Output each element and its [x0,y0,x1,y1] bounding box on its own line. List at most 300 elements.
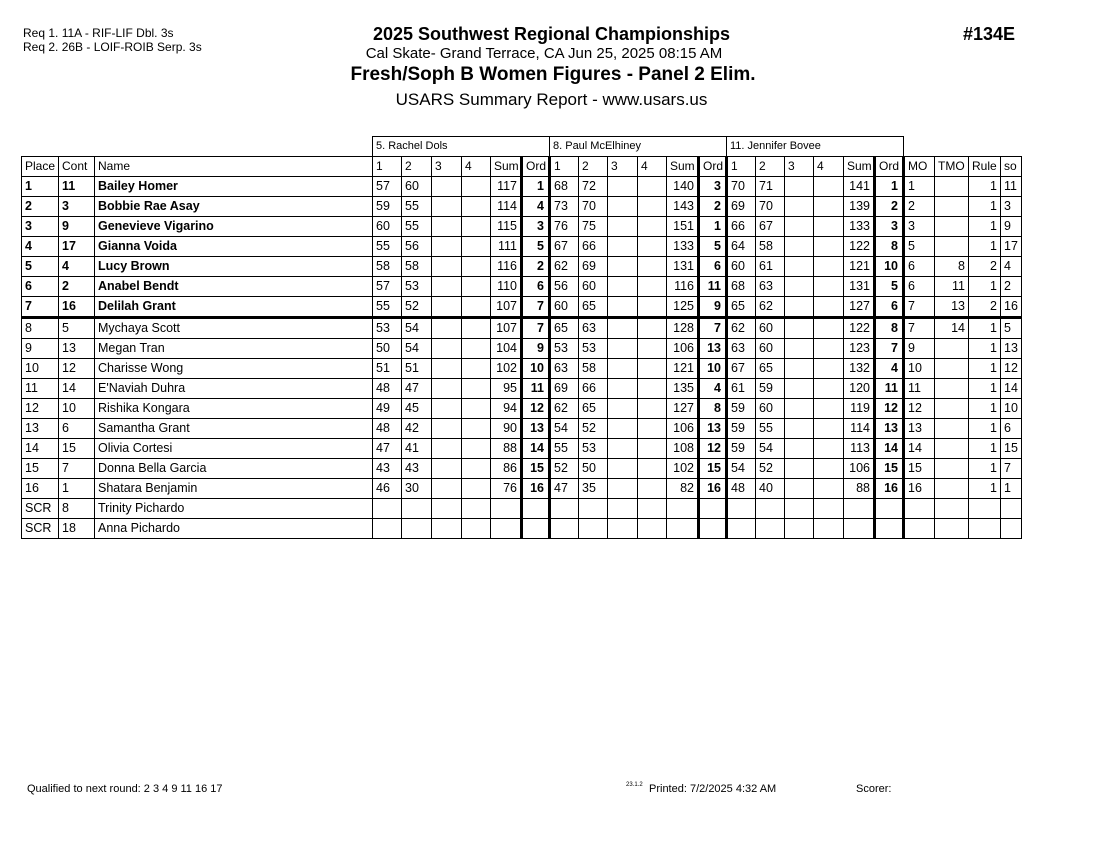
col-judge-3-2: 2 [756,157,785,177]
place-cell: 13 [22,419,59,439]
so-cell: 6 [1001,419,1022,439]
ordinal [522,499,550,519]
score-3 [785,277,814,297]
cont-cell: 4 [59,257,95,277]
score-2: 47 [402,379,432,399]
cont-cell: 10 [59,399,95,419]
col-judge-1-2: 2 [402,157,432,177]
score-1: 60 [550,297,579,318]
scorer-label: Scorer: [856,783,892,795]
tmo-cell [935,459,969,479]
score-4 [814,479,844,499]
result-row [22,519,1022,539]
tmo-cell [935,499,969,519]
ordinal: 3 [699,177,727,197]
score-1: 67 [550,237,579,257]
score-3 [608,217,638,237]
mo-cell: 7 [904,297,935,318]
score-2: 45 [402,399,432,419]
score-3 [608,479,638,499]
score-2: 66 [579,237,608,257]
score-3 [432,297,462,318]
rule-cell: 1 [969,237,1001,257]
score-4 [814,459,844,479]
score-1: 65 [550,318,579,339]
score-3 [785,297,814,318]
ordinal [875,519,904,539]
score-3 [432,459,462,479]
ordinal: 15 [699,459,727,479]
cont-cell: 12 [59,359,95,379]
score-2: 63 [756,277,785,297]
so-cell: 12 [1001,359,1022,379]
score-2: 55 [402,217,432,237]
score-1: 47 [373,439,402,459]
tmo-cell: 8 [935,257,969,277]
requirement-2: Req 2. 26B - LOIF-ROIB Serp. 3s [23,40,202,54]
so-cell: 4 [1001,257,1022,277]
score-1: 59 [727,419,756,439]
score-sum: 102 [491,359,522,379]
score-2: 63 [579,318,608,339]
score-2: 52 [402,297,432,318]
page-title: 2025 Southwest Regional Championships [372,24,731,44]
score-1: 55 [550,439,579,459]
mo-cell: 1 [904,177,935,197]
score-1: 54 [727,459,756,479]
skater-name: Delilah Grant [95,297,373,318]
score-3 [785,459,814,479]
score-3 [432,339,462,359]
score-2: 75 [579,217,608,237]
ordinal: 3 [522,217,550,237]
score-3 [432,277,462,297]
col-cont: Cont [59,157,95,177]
tmo-cell [935,177,969,197]
result-row [22,318,1022,339]
skater-name: Gianna Voida [95,237,373,257]
score-sum: 143 [667,197,699,217]
so-cell: 5 [1001,318,1022,339]
score-3 [785,479,814,499]
result-row [22,499,1022,519]
score-1: 57 [373,177,402,197]
score-sum: 119 [844,399,875,419]
score-3 [432,257,462,277]
score-4 [814,419,844,439]
score-1: 55 [373,237,402,257]
score-1: 69 [727,197,756,217]
score-4 [638,399,667,419]
cont-cell: 11 [59,177,95,197]
score-2: 60 [756,339,785,359]
mo-cell: 3 [904,217,935,237]
score-1: 63 [727,339,756,359]
score-4 [814,257,844,277]
col-judge-1-ord: Ord [522,157,550,177]
score-2: 40 [756,479,785,499]
ordinal: 10 [522,359,550,379]
score-1: 56 [550,277,579,297]
score-sum: 151 [667,217,699,237]
score-2: 70 [579,197,608,217]
score-3 [608,318,638,339]
ordinal: 15 [875,459,904,479]
ordinal: 7 [522,318,550,339]
skater-name: Genevieve Vigarino [95,217,373,237]
score-2: 60 [756,318,785,339]
score-1: 46 [373,479,402,499]
score-2: 53 [402,277,432,297]
qualified-list: Qualified to next round: 2 3 4 9 11 16 17 [27,783,223,795]
score-2: 69 [579,257,608,277]
score-4 [462,237,491,257]
score-4 [638,318,667,339]
rule-cell [969,499,1001,519]
score-sum: 139 [844,197,875,217]
result-row [22,257,1022,277]
tmo-cell [935,217,969,237]
score-sum: 106 [667,419,699,439]
mo-cell: 2 [904,197,935,217]
score-sum: 120 [844,379,875,399]
score-3 [608,419,638,439]
col-judge-2-ord: Ord [699,157,727,177]
score-1: 76 [550,217,579,237]
rule-cell: 1 [969,197,1001,217]
score-1: 59 [373,197,402,217]
score-sum: 140 [667,177,699,197]
tmo-cell [935,519,969,539]
ordinal: 4 [699,379,727,399]
score-4 [638,419,667,439]
place-cell: 10 [22,359,59,379]
ordinal: 14 [875,439,904,459]
place-cell: 5 [22,257,59,277]
score-1: 68 [550,177,579,197]
result-row [22,379,1022,399]
score-2: 62 [756,297,785,318]
so-cell [1001,499,1022,519]
ordinal: 15 [522,459,550,479]
mo-cell: 6 [904,257,935,277]
score-1: 48 [727,479,756,499]
score-2: 70 [756,197,785,217]
score-4 [462,499,491,519]
ordinal [699,499,727,519]
skater-name: Samantha Grant [95,419,373,439]
score-4 [462,318,491,339]
place-cell: 9 [22,339,59,359]
score-1: 48 [373,379,402,399]
score-1: 55 [373,297,402,318]
score-3 [785,237,814,257]
score-4 [638,359,667,379]
score-1 [373,499,402,519]
score-sum: 114 [491,197,522,217]
col-judge-2-sum: Sum [667,157,699,177]
cont-cell: 3 [59,197,95,217]
so-cell: 2 [1001,277,1022,297]
ordinal: 3 [875,217,904,237]
score-3 [432,217,462,237]
rule-cell: 1 [969,177,1001,197]
score-3 [432,197,462,217]
score-sum: 141 [844,177,875,197]
score-sum: 106 [844,459,875,479]
score-sum: 108 [667,439,699,459]
score-2 [402,499,432,519]
result-row [22,359,1022,379]
ordinal: 11 [875,379,904,399]
cont-cell: 15 [59,439,95,459]
score-3 [432,439,462,459]
result-row [22,459,1022,479]
ordinal: 2 [699,197,727,217]
score-2: 61 [756,257,785,277]
rule-cell: 1 [969,318,1001,339]
rule-cell: 1 [969,419,1001,439]
cont-cell: 9 [59,217,95,237]
score-1: 66 [727,217,756,237]
score-2: 65 [756,359,785,379]
score-1 [550,519,579,539]
ordinal: 5 [875,277,904,297]
score-3 [608,499,638,519]
score-2: 54 [756,439,785,459]
cont-cell: 7 [59,459,95,479]
score-2: 55 [402,197,432,217]
score-2: 60 [579,277,608,297]
score-4 [638,459,667,479]
score-2: 59 [756,379,785,399]
ordinal: 13 [699,419,727,439]
mo-cell: 10 [904,359,935,379]
score-4 [638,217,667,237]
event-number: #134E [963,24,1016,44]
score-1: 73 [550,197,579,217]
place-cell: 11 [22,379,59,399]
score-3 [785,399,814,419]
score-sum: 122 [844,237,875,257]
score-4 [462,459,491,479]
score-3 [608,197,638,217]
col-place: Place [22,157,59,177]
so-cell [1001,519,1022,539]
judge-header-row [22,137,1022,157]
score-1: 62 [550,257,579,277]
score-4 [814,277,844,297]
score-2: 71 [756,177,785,197]
rule-cell: 1 [969,339,1001,359]
place-cell: 4 [22,237,59,257]
requirement-1: Req 1. 11A - RIF-LIF Dbl. 3s [23,26,174,40]
result-row [22,197,1022,217]
score-sum: 127 [844,297,875,318]
score-4 [814,519,844,539]
score-4 [814,399,844,419]
result-row [22,237,1022,257]
score-4 [462,419,491,439]
score-sum: 113 [844,439,875,459]
printed-date: Printed: 7/2/2025 4:32 AM [649,783,777,795]
score-3 [608,359,638,379]
score-sum: 123 [844,339,875,359]
rule-cell: 2 [969,297,1001,318]
so-cell: 15 [1001,439,1022,459]
ordinal: 9 [699,297,727,318]
ordinal: 5 [699,237,727,257]
ordinal [522,519,550,539]
ordinal: 12 [699,439,727,459]
score-3 [608,339,638,359]
cont-cell: 5 [59,318,95,339]
col-so: so [1001,157,1022,177]
score-1: 43 [373,459,402,479]
place-cell: 15 [22,459,59,479]
col-judge-2-1: 1 [550,157,579,177]
judge-1-name: 5. Rachel Dols [373,137,550,157]
tmo-cell [935,379,969,399]
score-sum: 111 [491,237,522,257]
result-row [22,339,1022,359]
ordinal: 8 [875,318,904,339]
score-2: 52 [756,459,785,479]
score-1: 59 [727,439,756,459]
ordinal: 13 [875,419,904,439]
score-4 [814,499,844,519]
score-1: 60 [373,217,402,237]
so-cell: 11 [1001,177,1022,197]
ordinal: 5 [522,237,550,257]
score-3 [608,257,638,277]
score-1: 62 [727,318,756,339]
cont-cell: 16 [59,297,95,318]
col-rule: Rule [969,157,1001,177]
score-1: 54 [550,419,579,439]
score-4 [462,519,491,539]
col-judge-3-3: 3 [785,157,814,177]
score-3 [608,519,638,539]
score-3 [785,379,814,399]
col-judge-3-sum: Sum [844,157,875,177]
ordinal: 1 [699,217,727,237]
place-cell: SCR [22,519,59,539]
mo-cell: 6 [904,277,935,297]
so-cell: 13 [1001,339,1022,359]
ordinal: 6 [699,257,727,277]
col-tmo: TMO [935,157,969,177]
score-2: 54 [402,339,432,359]
tmo-cell [935,479,969,499]
col-judge-2-4: 4 [638,157,667,177]
event-location: Cal Skate- Grand Terrace, CA Jun 25, 2025 08:15 AM [365,45,723,62]
score-4 [814,177,844,197]
result-row [22,419,1022,439]
col-judge-2-3: 3 [608,157,638,177]
score-1 [550,499,579,519]
score-3 [785,318,814,339]
score-2: 35 [579,479,608,499]
score-sum: 115 [491,217,522,237]
score-sum [844,499,875,519]
score-2: 53 [579,339,608,359]
place-cell: 16 [22,479,59,499]
col-judge-2-2: 2 [579,157,608,177]
result-row [22,297,1022,318]
mo-cell: 11 [904,379,935,399]
score-sum: 102 [667,459,699,479]
result-row [22,277,1022,297]
score-2: 52 [579,419,608,439]
skater-name: E'Naviah Duhra [95,379,373,399]
rule-cell: 1 [969,359,1001,379]
tmo-cell [935,339,969,359]
rule-cell: 1 [969,379,1001,399]
judge-3-name: 11. Jennifer Bovee [727,137,904,157]
ordinal: 13 [522,419,550,439]
score-4 [462,399,491,419]
score-4 [814,439,844,459]
skater-name: Shatara Benjamin [95,479,373,499]
skater-name: Megan Tran [95,339,373,359]
ordinal: 8 [875,237,904,257]
so-cell: 10 [1001,399,1022,419]
score-4 [638,177,667,197]
place-cell: 3 [22,217,59,237]
score-4 [462,297,491,318]
score-2: 42 [402,419,432,439]
score-4 [638,237,667,257]
result-row [22,439,1022,459]
score-sum: 107 [491,318,522,339]
score-3 [785,499,814,519]
score-3 [608,277,638,297]
score-3 [785,217,814,237]
score-3 [785,519,814,539]
score-1: 52 [550,459,579,479]
mo-cell: 5 [904,237,935,257]
score-4 [462,217,491,237]
score-2 [756,499,785,519]
score-4 [462,439,491,459]
place-cell: 6 [22,277,59,297]
score-3 [432,318,462,339]
report-name: USARS Summary Report - www.usars.us [395,90,708,109]
rule-cell: 1 [969,217,1001,237]
score-3 [785,359,814,379]
score-4 [638,439,667,459]
tmo-cell: 13 [935,297,969,318]
score-1: 49 [373,399,402,419]
score-3 [608,177,638,197]
score-1 [727,519,756,539]
score-sum: 107 [491,297,522,318]
so-cell: 3 [1001,197,1022,217]
score-3 [432,479,462,499]
score-sum: 106 [667,339,699,359]
ordinal: 2 [522,257,550,277]
so-cell: 9 [1001,217,1022,237]
so-cell: 1 [1001,479,1022,499]
score-2: 53 [579,439,608,459]
score-2: 58 [756,237,785,257]
tmo-cell [935,439,969,459]
score-2: 65 [579,399,608,419]
score-4 [814,379,844,399]
score-1: 58 [373,257,402,277]
so-cell: 16 [1001,297,1022,318]
